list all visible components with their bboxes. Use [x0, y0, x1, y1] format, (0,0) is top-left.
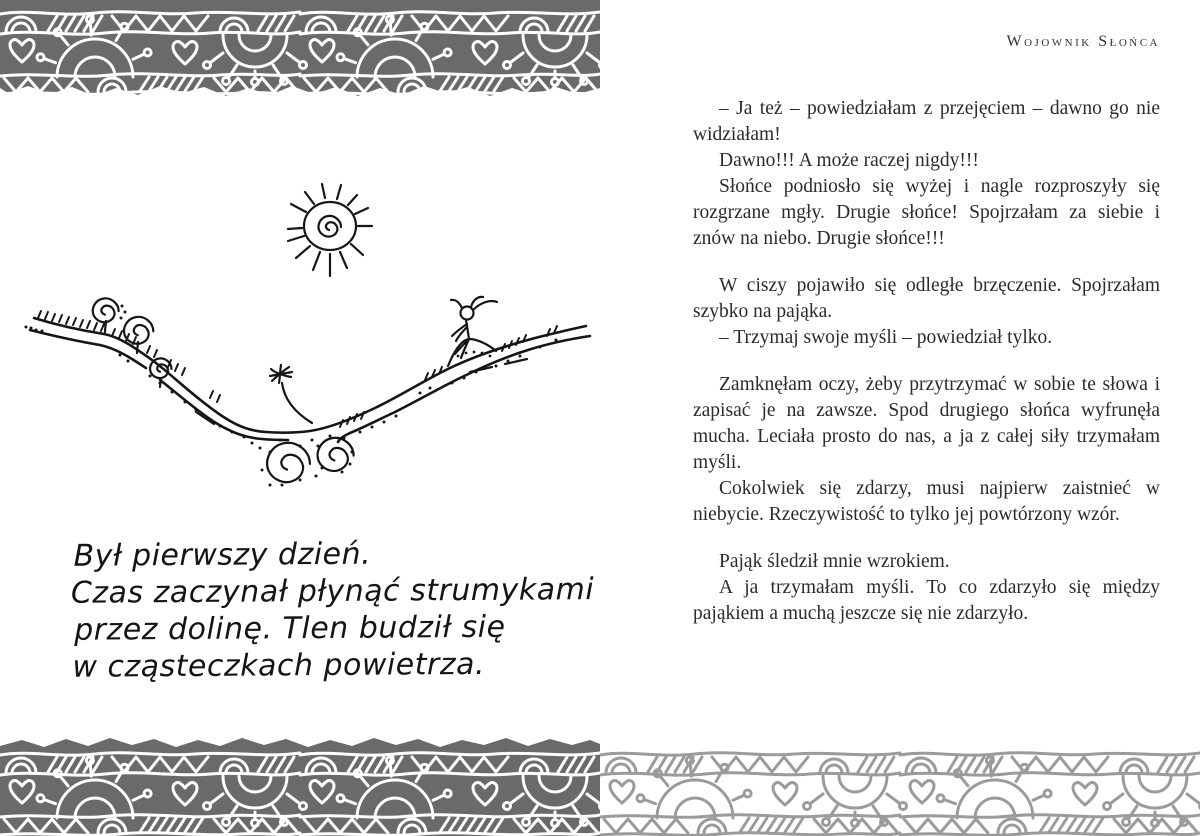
- handwritten-line: Czas zaczynał płynąć strumykami: [70, 572, 595, 611]
- decorative-border-top-left: [0, 0, 600, 100]
- flower-doodle: [270, 365, 312, 423]
- paragraph: – Ja też – powiedziałam z przejęciem – dawno go nie widziałam!: [693, 98, 1160, 145]
- paragraph: Dawno!!! A może raczej nigdy!!!: [719, 150, 979, 171]
- handwritten-line: Był pierwszy dzień.: [73, 536, 372, 574]
- paragraph: – Trzymaj swoje myśli – powiedział tylko.: [719, 327, 1053, 348]
- page-text: [693, 96, 1160, 627]
- handwritten-line: przez dolinę. Tlen budził się: [74, 609, 506, 648]
- paragraph: A ja trzymałam myśli. To co zdarzyło się między pająkiem a muchą jeszcze się nie zdarzyło.: [693, 577, 1160, 624]
- spiral-sprouts: [93, 298, 172, 387]
- paragraph: Zamknęłam oczy, żeby przytrzymać w sobie te słowa i zapisać je na zawsze. Spod drugiego słońca wyfrunęła mucha. Leciała prosto do nas, a ja z całej siły trzymałam myśli.: [693, 374, 1160, 473]
- paragraph: Słońce podniosło się wyżej i nagle rozproszyły się rozgrzane mgły. Drugie słońce! Spojrzałam za siebie i znów na niebo. Drugie słońce!!!: [693, 176, 1160, 249]
- running-header: Wojownik Słońca: [1006, 33, 1160, 50]
- paragraph: Cokolwiek się zdarzy, musi najpierw zaistnieć w niebycie. Rzeczywistość to tylko jej powtórzony wzór.: [693, 478, 1160, 525]
- decorative-border-bottom-right: [600, 732, 1200, 836]
- sun-doodle: [288, 184, 372, 276]
- valley-slopes: [30, 318, 590, 442]
- handwritten-line: w cząsteczkach powietrza.: [72, 646, 486, 685]
- paragraph: W ciszy pojawiło się odległe brzęczenie. Spojrzałam szybko na pająka.: [693, 275, 1160, 322]
- valley-illustration: [0, 140, 600, 540]
- decorative-border-bottom-left: [0, 732, 600, 836]
- paragraph: Pająk śledził mnie wzrokiem.: [719, 551, 950, 572]
- valley-spirals: [267, 438, 353, 482]
- handwritten-caption: [70, 534, 595, 685]
